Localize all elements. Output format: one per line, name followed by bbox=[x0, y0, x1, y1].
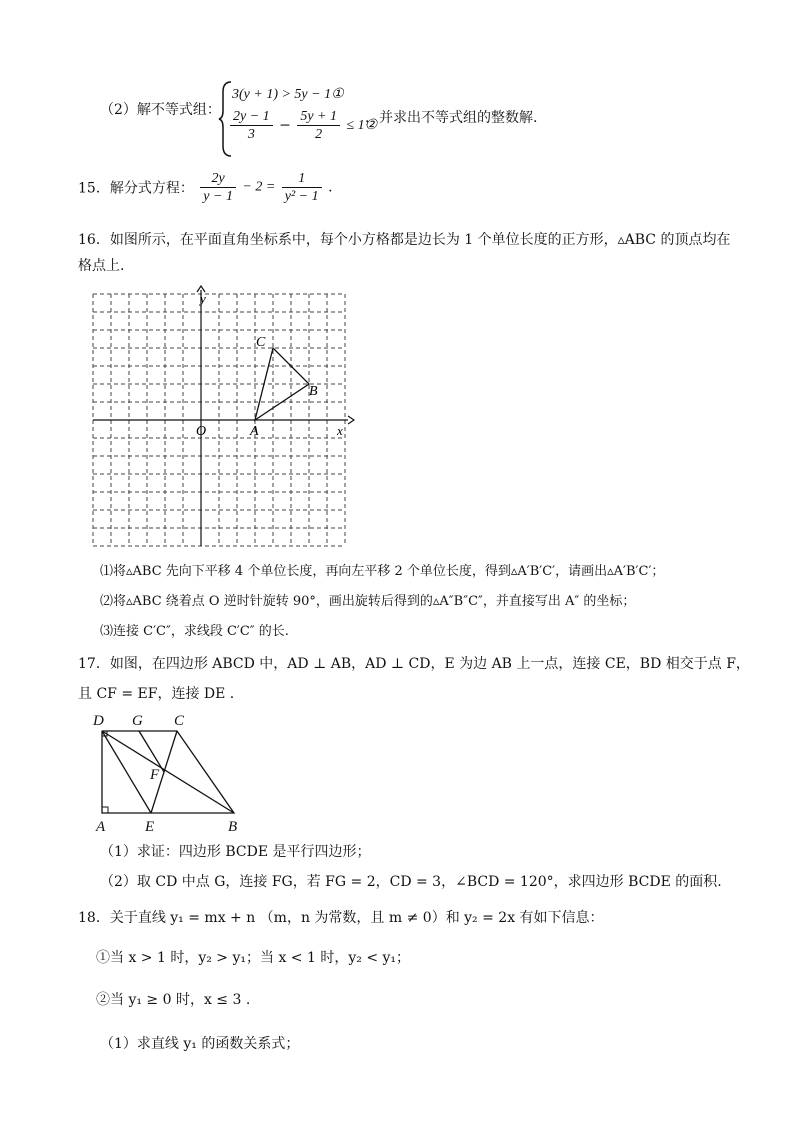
q16-coordinate-grid bbox=[90, 285, 355, 550]
x-axis-label: x bbox=[337, 423, 343, 438]
label-f: F bbox=[150, 767, 160, 783]
point-c-label: C bbox=[256, 335, 266, 350]
q14-inequality-2: $\frac{2y - 1}{3}$ − $\frac{5y + 1}{2}$ ≤ 1② bbox=[228, 108, 377, 143]
q14-inequality-1: 3(y + 1) > 5y − 1① bbox=[232, 87, 344, 102]
q14-part2-prefix: （2）解不等式组： bbox=[100, 102, 221, 118]
label-g: G bbox=[132, 713, 143, 729]
label-e: E bbox=[145, 819, 155, 835]
q17-sub1: （1）求证：四边形 BCDE 是平行四边形； bbox=[100, 844, 371, 860]
q16-sub2: ⑵将▵ABC 绕着点 O 逆时针旋转 90°，画出旋转后得到的▵A″B″C″，并直接写出 A″ 的坐标； bbox=[100, 594, 636, 609]
segment-de bbox=[102, 731, 151, 813]
label-c: C bbox=[174, 713, 185, 729]
point-b-label: B bbox=[309, 384, 318, 399]
q17-line2: 且 CF = EF，连接 DE . bbox=[78, 686, 235, 702]
label-d: D bbox=[93, 713, 104, 729]
q16-sub1: ⑴将▵ABC 先向下平移 4 个单位长度，再向左平移 2 个单位长度，得到▵A′B′C′，请画出▵A′B′C′； bbox=[100, 564, 665, 579]
q18-info1: ①当 x > 1 时，y₂ > y₁；当 x < 1 时，y₂ < y₁； bbox=[96, 950, 411, 966]
q16-sub3: ⑶连接 C′C″，求线段 C′C″ 的长. bbox=[100, 624, 289, 639]
segment-bd bbox=[102, 731, 234, 813]
label-a: A bbox=[96, 819, 106, 835]
y-axis-label: y bbox=[200, 291, 206, 306]
right-angle-a bbox=[102, 807, 108, 813]
q17-sub2: （2）取 CD 中点 G，连接 FG，若 FG = 2，CD = 3，∠BCD = 120°，求四边形 BCDE 的面积. bbox=[100, 874, 722, 890]
point-a-label: A bbox=[250, 424, 259, 439]
q18-sub1: （1）求直线 y₁ 的函数关系式； bbox=[100, 1036, 300, 1052]
segment-gf bbox=[139, 731, 164, 772]
x-axis-arrow bbox=[348, 416, 354, 424]
q18-info2: ②当 y₁ ≥ 0 时，x ≤ 3 . bbox=[96, 992, 251, 1008]
q17-quadrilateral-figure bbox=[88, 708, 248, 836]
origin-label: O bbox=[196, 424, 207, 439]
q17-line1: 17．如图，在四边形 ABCD 中，AD ⊥ AB，AD ⊥ CD，E 为边 AB 上一点，连接 CE，BD 相交于点 F， bbox=[78, 656, 750, 672]
q18-line1: 18．关于直线 y₁ = mx + n （m，n 为常数，且 m ≠ 0）和 y₂ = 2x 有如下信息： bbox=[78, 910, 604, 926]
q16-line2: 格点上. bbox=[78, 258, 125, 274]
label-b: B bbox=[228, 819, 238, 835]
q15-equation: 15．解分式方程： $\frac{2y}{y - 1}$ − 2 = $\frac{1}{\text{y² − 1}}$ . bbox=[78, 171, 333, 204]
q16-line1: 16．如图所示，在平面直角坐标系中，每个小方格都是边长为 1 个单位长度的正方形，▵ABC 的顶点均在 bbox=[78, 232, 731, 248]
q14-part2-suffix: ，并求出不等式组的整数解. bbox=[365, 110, 538, 126]
